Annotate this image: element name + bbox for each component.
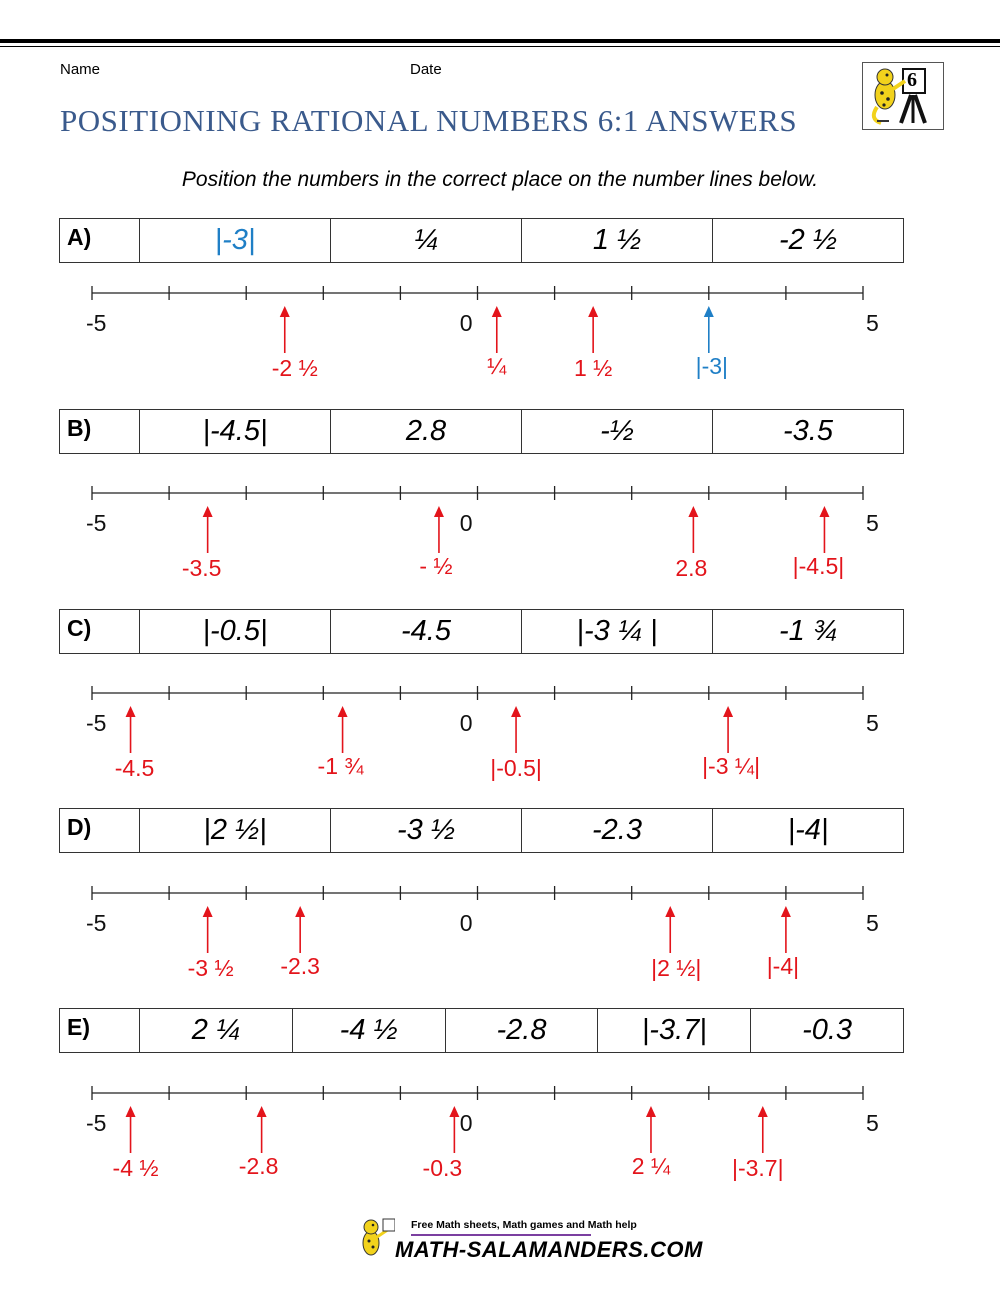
answer-arrow (767, 906, 799, 979)
question-label: D) (60, 809, 140, 852)
answer-arrow-head (758, 1106, 768, 1117)
answer-arrow (423, 1106, 463, 1181)
question-cell: |-3.7| (598, 1009, 751, 1052)
answer-label: ¼ (487, 353, 507, 379)
answer-label: -0.3 (422, 1155, 463, 1181)
number-line-a (0, 283, 1000, 393)
answer-arrow (793, 506, 845, 579)
answer-arrow (182, 506, 222, 581)
question-cell: -½ (522, 410, 713, 453)
tick-label: -5 (86, 510, 107, 536)
question-cell: |-3| (140, 219, 331, 262)
tick-label: 5 (866, 710, 879, 736)
footer-tagline: Free Math sheets, Math games and Math help (411, 1219, 637, 1231)
answer-arrow-head (704, 306, 714, 317)
answer-arrow-head (280, 306, 290, 317)
question-cell: 2 ¼ (140, 1009, 293, 1052)
question-cell: ¼ (331, 219, 522, 262)
tick-label: 0 (459, 510, 473, 536)
answer-arrow-head (338, 706, 348, 717)
answer-arrow-head (665, 906, 675, 917)
answer-arrow-head (723, 706, 733, 717)
answer-arrow-head (434, 506, 444, 517)
question-cell: 1 ½ (522, 219, 713, 262)
question-table-e (59, 1008, 904, 1053)
answer-arrow (696, 306, 728, 379)
top-rule-thick (0, 39, 1000, 43)
number-line-c (0, 683, 1000, 793)
answer-arrow-head (295, 906, 305, 917)
instructions: Position the numbers in the correct place on the number lines below. (181, 168, 819, 191)
tick-label: 5 (866, 310, 879, 336)
date-label: Date (410, 61, 442, 78)
number-line-b (0, 483, 1000, 593)
answer-label: -3 ½ (187, 955, 234, 981)
answer-label: |-4| (766, 953, 800, 979)
question-table-d (59, 808, 904, 853)
question-cell: 2.8 (331, 410, 522, 453)
tick-label: 0 (459, 310, 473, 336)
tick-label: -5 (86, 310, 107, 336)
answer-arrow (419, 506, 452, 579)
answer-arrow (115, 706, 155, 781)
answer-arrow-head (646, 1106, 656, 1117)
question-cell: -1 ¾ (778, 615, 838, 647)
question-cell: |-4.5| (140, 410, 331, 453)
question-cell: -3.5 (783, 415, 833, 447)
answer-arrow (280, 906, 320, 979)
answer-label: 2 ¼ (631, 1153, 671, 1179)
answer-arrow-head (492, 306, 502, 317)
answer-label: -2 ½ (271, 355, 318, 381)
answer-label: - ½ (419, 553, 453, 579)
question-cell: |-4| (787, 814, 829, 846)
salamander-easel-icon (863, 63, 943, 129)
question-cell: |-0.5| (140, 610, 331, 653)
number-line-e (0, 1083, 1000, 1193)
footer-logo (355, 1215, 703, 1265)
top-rule-thin (0, 46, 1000, 47)
answer-arrow-head (126, 1106, 136, 1117)
answer-label: |-3| (695, 353, 729, 379)
answer-arrow-head (126, 706, 136, 717)
answer-arrow (239, 1106, 279, 1179)
answer-arrow (702, 706, 760, 779)
question-table-a (59, 218, 904, 263)
tick-label: -5 (86, 1110, 107, 1136)
answer-label: 1 ½ (573, 355, 613, 381)
question-label: C) (60, 610, 140, 653)
question-label: B) (60, 410, 140, 453)
answer-arrow (487, 306, 507, 379)
tick-label: -5 (86, 910, 107, 936)
answer-arrow (113, 1106, 159, 1181)
tick-label: 5 (866, 510, 879, 536)
grade-logo (862, 62, 944, 130)
answer-label: -4.5 (114, 755, 155, 781)
question-table-c (59, 609, 904, 654)
question-label: A) (60, 219, 140, 262)
answer-label: |2 ½| (651, 955, 702, 981)
answer-arrow-head (688, 506, 698, 517)
answer-label: -1 ¾ (317, 753, 364, 779)
question-cell: -2 ½ (778, 224, 838, 256)
answer-arrow-head (257, 1106, 267, 1117)
salamander-logo-icon (355, 1217, 395, 1263)
answer-label: -2.3 (280, 953, 320, 979)
tick-label: 5 (866, 1110, 879, 1136)
question-cell: |2 ½| (140, 809, 331, 852)
answer-label: 2.8 (675, 555, 708, 581)
question-cell: -4 ½ (293, 1009, 446, 1052)
answer-arrow (490, 706, 542, 781)
answer-arrow (732, 1106, 784, 1181)
answer-label: -4 ½ (112, 1155, 159, 1181)
question-cell: -4.5 (331, 610, 522, 653)
answer-label: |-3 ¼| (702, 753, 761, 779)
answer-arrow (632, 1106, 671, 1179)
answer-arrow (651, 906, 701, 981)
tick-label: 0 (459, 910, 473, 936)
answer-arrow (574, 306, 612, 381)
question-cell: |-3 ¼ | (522, 610, 713, 653)
footer-brand: MATH-SALAMANDERS.COM (395, 1237, 703, 1262)
question-cell: -3 ½ (331, 809, 522, 852)
answer-label: |-0.5| (490, 755, 542, 781)
answer-label: -3.5 (181, 555, 222, 581)
answer-arrow-head (588, 306, 598, 317)
answer-arrow (318, 706, 365, 779)
answer-arrow (272, 306, 318, 381)
tick-label: 0 (459, 1110, 473, 1136)
name-label: Name (60, 61, 101, 78)
grade-badge: 6 (907, 69, 917, 91)
answer-label: |-3.7| (731, 1155, 784, 1181)
page-title: POSITIONING RATIONAL NUMBERS 6:1 ANSWERS (60, 103, 798, 138)
answer-arrow-head (781, 906, 791, 917)
question-cell: -2.8 (446, 1009, 599, 1052)
number-line-d (0, 883, 1000, 993)
tick-label: 5 (866, 910, 879, 936)
answer-label: -2.8 (238, 1153, 279, 1179)
answer-label: |-4.5| (792, 553, 845, 579)
answer-arrow-head (203, 906, 213, 917)
answer-arrow (188, 906, 234, 981)
question-label: E) (60, 1009, 140, 1052)
answer-arrow-head (449, 1106, 459, 1117)
answer-arrow (675, 506, 707, 581)
question-table-b (59, 409, 904, 454)
tick-label: -5 (86, 710, 107, 736)
answer-arrow-head (511, 706, 521, 717)
answer-arrow-head (203, 506, 213, 517)
answer-arrow-head (819, 506, 829, 517)
footer-underline (411, 1234, 591, 1236)
question-cell: -2.3 (522, 809, 713, 852)
question-cell: -0.3 (802, 1014, 853, 1046)
tick-label: 0 (459, 710, 473, 736)
